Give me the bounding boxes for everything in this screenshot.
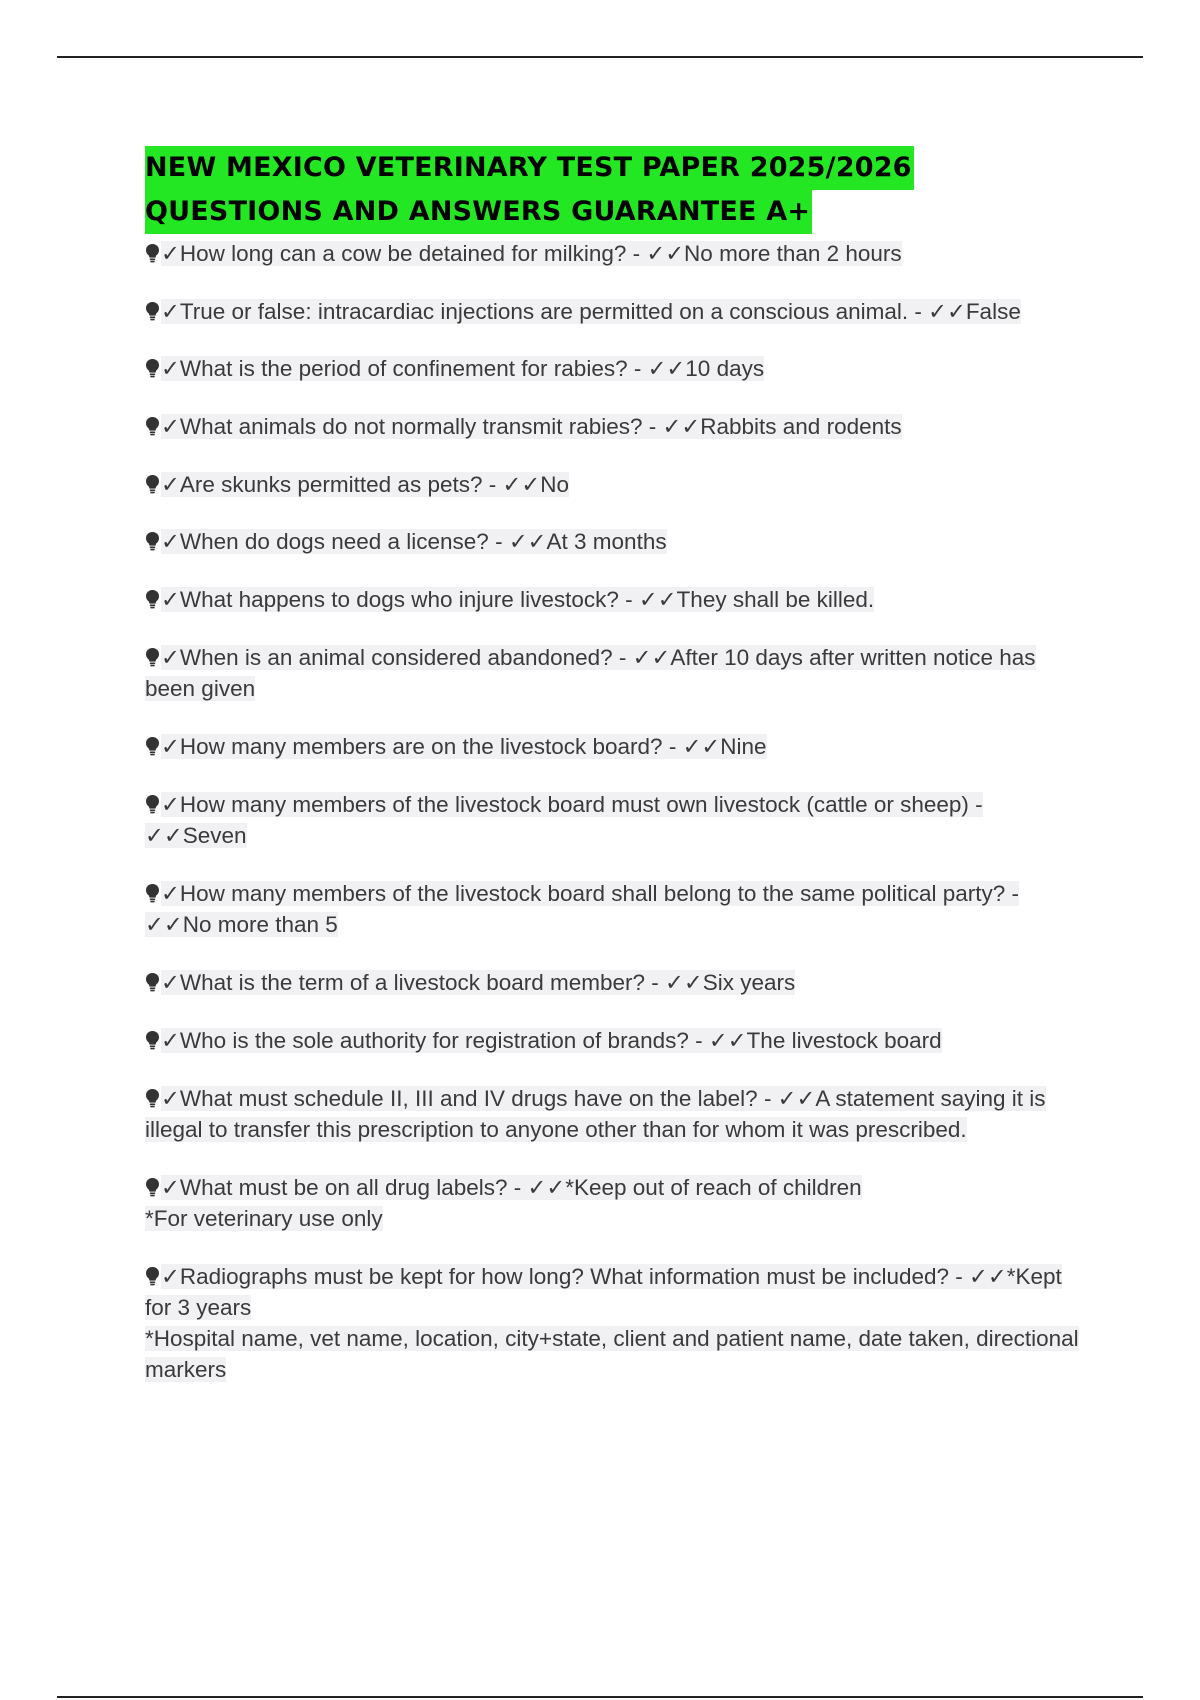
- qa-text: ✓What must schedule II, III and IV drugs have on the label? - ✓✓A statement saying it is illegal to transfer this prescription to anyone other than for whom it was prescribed.: [145, 1086, 1046, 1142]
- qa-text: ✓How many members are on the livestock board? - ✓✓Nine: [161, 734, 767, 759]
- bottom-rule: [57, 1696, 1143, 1698]
- lightbulb-icon: [145, 1028, 160, 1049]
- qa-item: [145, 584, 1085, 615]
- qa-text: ✓Who is the sole authority for registration of brands? - ✓✓The livestock board: [161, 1028, 942, 1053]
- qa-text: ✓What is the period of confinement for rabies? - ✓✓10 days: [161, 356, 765, 381]
- qa-text: ✓What happens to dogs who injure livestock? - ✓✓They shall be killed.: [161, 587, 875, 612]
- qa-text: ✓Radiographs must be kept for how long? What information must be included? - ✓✓*Kept for 3 years: [145, 1264, 1062, 1320]
- qa-text: ✓What is the term of a livestock board member? - ✓✓Six years: [161, 970, 796, 995]
- lightbulb-icon: [145, 414, 160, 435]
- qa-item: [145, 1083, 1085, 1145]
- qa-item: [145, 1025, 1085, 1056]
- qa-text: ✓When do dogs need a license? - ✓✓At 3 months: [161, 529, 667, 554]
- qa-continuation: *Hospital name, vet name, location, city+state, client and patient name, date taken, directional markers: [145, 1326, 1079, 1382]
- lightbulb-icon: [145, 1264, 160, 1285]
- qa-item: [145, 296, 1085, 327]
- qa-continuation: *For veterinary use only: [145, 1206, 383, 1231]
- qa-item: [145, 238, 1085, 269]
- title-line-2: QUESTIONS AND ANSWERS GUARANTEE A+: [145, 190, 812, 234]
- lightbulb-icon: [145, 1086, 160, 1107]
- qa-item: [145, 789, 1085, 851]
- qa-item: [145, 1172, 1085, 1234]
- title-line-1: NEW MEXICO VETERINARY TEST PAPER 2025/2026: [145, 146, 914, 190]
- qa-item: [145, 967, 1085, 998]
- qa-item: [145, 353, 1085, 384]
- qa-item: [145, 469, 1085, 500]
- qa-text: ✓How many members of the livestock board must own livestock (cattle or sheep) - ✓✓Seven: [145, 792, 983, 848]
- lightbulb-icon: [145, 299, 160, 320]
- lightbulb-icon: [145, 645, 160, 666]
- document-body: [145, 146, 1085, 1385]
- lightbulb-icon: [145, 356, 160, 377]
- lightbulb-icon: [145, 472, 160, 493]
- lightbulb-icon: [145, 1175, 160, 1196]
- qa-item: [145, 1261, 1085, 1385]
- lightbulb-icon: [145, 734, 160, 755]
- qa-text: ✓What animals do not normally transmit rabies? - ✓✓Rabbits and rodents: [161, 414, 902, 439]
- lightbulb-icon: [145, 241, 160, 262]
- qa-list: [145, 238, 1085, 1385]
- lightbulb-icon: [145, 881, 160, 902]
- top-rule: [57, 56, 1143, 58]
- qa-text: ✓What must be on all drug labels? - ✓✓*Keep out of reach of children: [161, 1175, 862, 1200]
- qa-item: [145, 731, 1085, 762]
- qa-text: ✓How long can a cow be detained for milking? - ✓✓No more than 2 hours: [161, 241, 902, 266]
- lightbulb-icon: [145, 970, 160, 991]
- document-title: [145, 146, 1085, 234]
- qa-text: ✓True or false: intracardiac injections are permitted on a conscious animal. - ✓✓False: [161, 299, 1021, 324]
- qa-item: [145, 411, 1085, 442]
- qa-text: ✓When is an animal considered abandoned? - ✓✓After 10 days after written notice has been given: [145, 645, 1036, 701]
- qa-text: ✓How many members of the livestock board shall belong to the same political party? - ✓✓No more than 5: [145, 881, 1019, 937]
- qa-item: [145, 642, 1085, 704]
- lightbulb-icon: [145, 792, 160, 813]
- lightbulb-icon: [145, 529, 160, 550]
- qa-item: [145, 526, 1085, 557]
- qa-text: ✓Are skunks permitted as pets? - ✓✓No: [161, 472, 569, 497]
- qa-item: [145, 878, 1085, 940]
- lightbulb-icon: [145, 587, 160, 608]
